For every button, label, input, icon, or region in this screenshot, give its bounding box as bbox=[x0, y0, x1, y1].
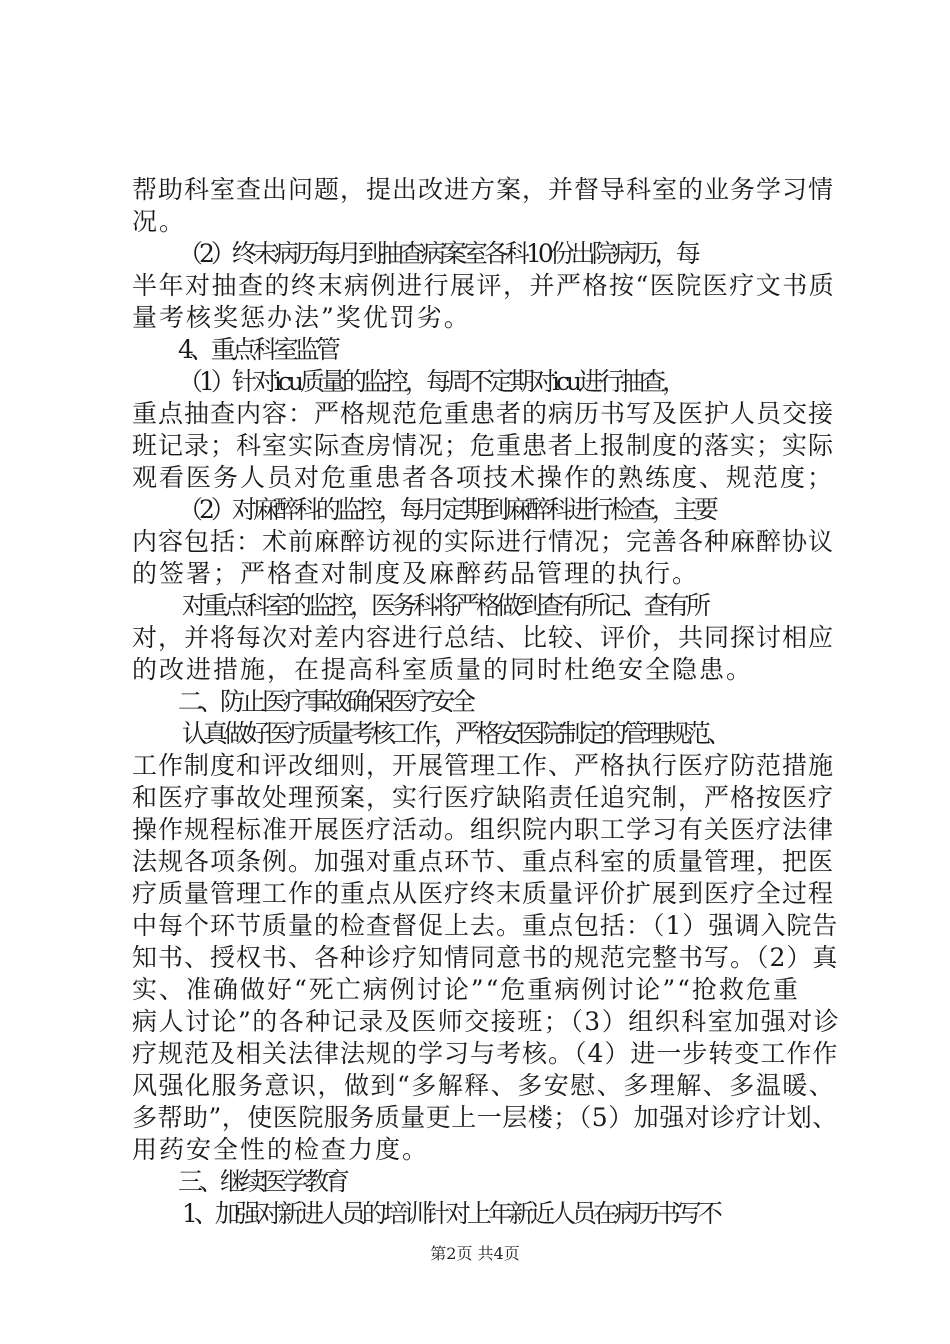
text-line: 操作规程标准开展医疗活动。组织院内职工学习有关医疗法律 bbox=[132, 815, 835, 844]
text-line: 病人讨论”的各种记录及医师交接班；（3）组织科室加强对诊 bbox=[132, 1007, 841, 1036]
text-line: 1、加强对新进人员的培训针对上年新近人员在病历书写不 bbox=[182, 1199, 719, 1228]
text-line: 和医疗事故处理预案，实行医疗缺陷责任追究制，严格按医疗 bbox=[132, 783, 835, 812]
text-line: 量考核奖惩办法”奖优罚劣。 bbox=[132, 303, 471, 332]
text-line: 班记录；科室实际查房情况；危重患者上报制度的落实；实际 bbox=[132, 431, 835, 460]
section-heading: 4、重点科室监管 bbox=[178, 335, 337, 364]
text-line: 认真做好医疗质量考核工作，严格安医院制定的管理规范、 bbox=[182, 719, 729, 748]
text-line: 况。 bbox=[132, 207, 187, 236]
text-line: 知书、授权书、各种诊疗知情同意书的规范完整书写。（2）真 bbox=[132, 943, 839, 972]
text-line: 法规各项条例。加强对重点环节、重点科室的质量管理，把医 bbox=[132, 847, 835, 876]
text-line: 内容包括：术前麻醉访视的实际进行情况；完善各种麻醉协议 bbox=[132, 527, 835, 556]
text-line: 帮助科室查出问题，提出改进方案，并督导科室的业务学习情 bbox=[132, 175, 835, 204]
text-line: 的改进措施，在提高科室质量的同时杜绝安全隐患。 bbox=[132, 655, 754, 684]
section-heading: 二、防止医疗事故确保医疗安全 bbox=[178, 687, 473, 716]
text-line: 多帮助”，使医院服务质量更上一层楼；（5）加强对诊疗计划、 bbox=[132, 1103, 838, 1132]
text-line: 对重点科室的监控，医务科将严格做到查有所记、查有所 bbox=[182, 591, 708, 620]
section-heading: 三、继续医学教育 bbox=[178, 1167, 347, 1196]
text-line: 工作制度和评改细则，开展管理工作、严格执行医疗防范措施 bbox=[132, 751, 835, 780]
page-number-footer: 第2页 共4页 bbox=[430, 1244, 520, 1263]
text-line: （2）终末病历每月到抽查病案室各科10份出院病历，每 bbox=[178, 239, 697, 268]
text-line: 半年对抽查的终末病例进行展评，并严格按“医院医疗文书质 bbox=[132, 271, 836, 300]
text-line: 观看医务人员对危重患者各项技术操作的熟练度、规范度； bbox=[132, 463, 835, 492]
text-line: 疗规范及相关法律法规的学习与考核。（4）进一步转变工作作 bbox=[132, 1039, 839, 1068]
text-line: 对，并将每次对差内容进行总结、比较、评价，共同探讨相应 bbox=[132, 623, 835, 652]
text-line: 的签署；严格查对制度及麻醉药品管理的执行。 bbox=[132, 559, 700, 588]
text-line: （2）对麻醉科的监控，每月定期到麻醉科进行检查，主要 bbox=[178, 495, 715, 524]
text-line: 用药安全性的检查力度。 bbox=[132, 1135, 430, 1164]
text-line: 中每个环节质量的检查督促上去。重点包括：（1）强调入院告 bbox=[132, 911, 839, 940]
text-line: 重点抽查内容：严格规范危重患者的病历书写及医护人员交接 bbox=[132, 399, 835, 428]
text-line: （1）针对icu质量的监控，每周不定期对icu进行抽查， bbox=[178, 367, 684, 396]
text-line: 风强化服务意识，做到“多解释、多安慰、多理解、多温暖、 bbox=[132, 1071, 836, 1100]
text-line: 疗质量管理工作的重点从医疗终末质量评价扩展到医疗全过程 bbox=[132, 879, 835, 908]
text-line: 实、准确做好“死亡病例讨论”“危重病例讨论”“抢救危重 bbox=[132, 975, 800, 1004]
